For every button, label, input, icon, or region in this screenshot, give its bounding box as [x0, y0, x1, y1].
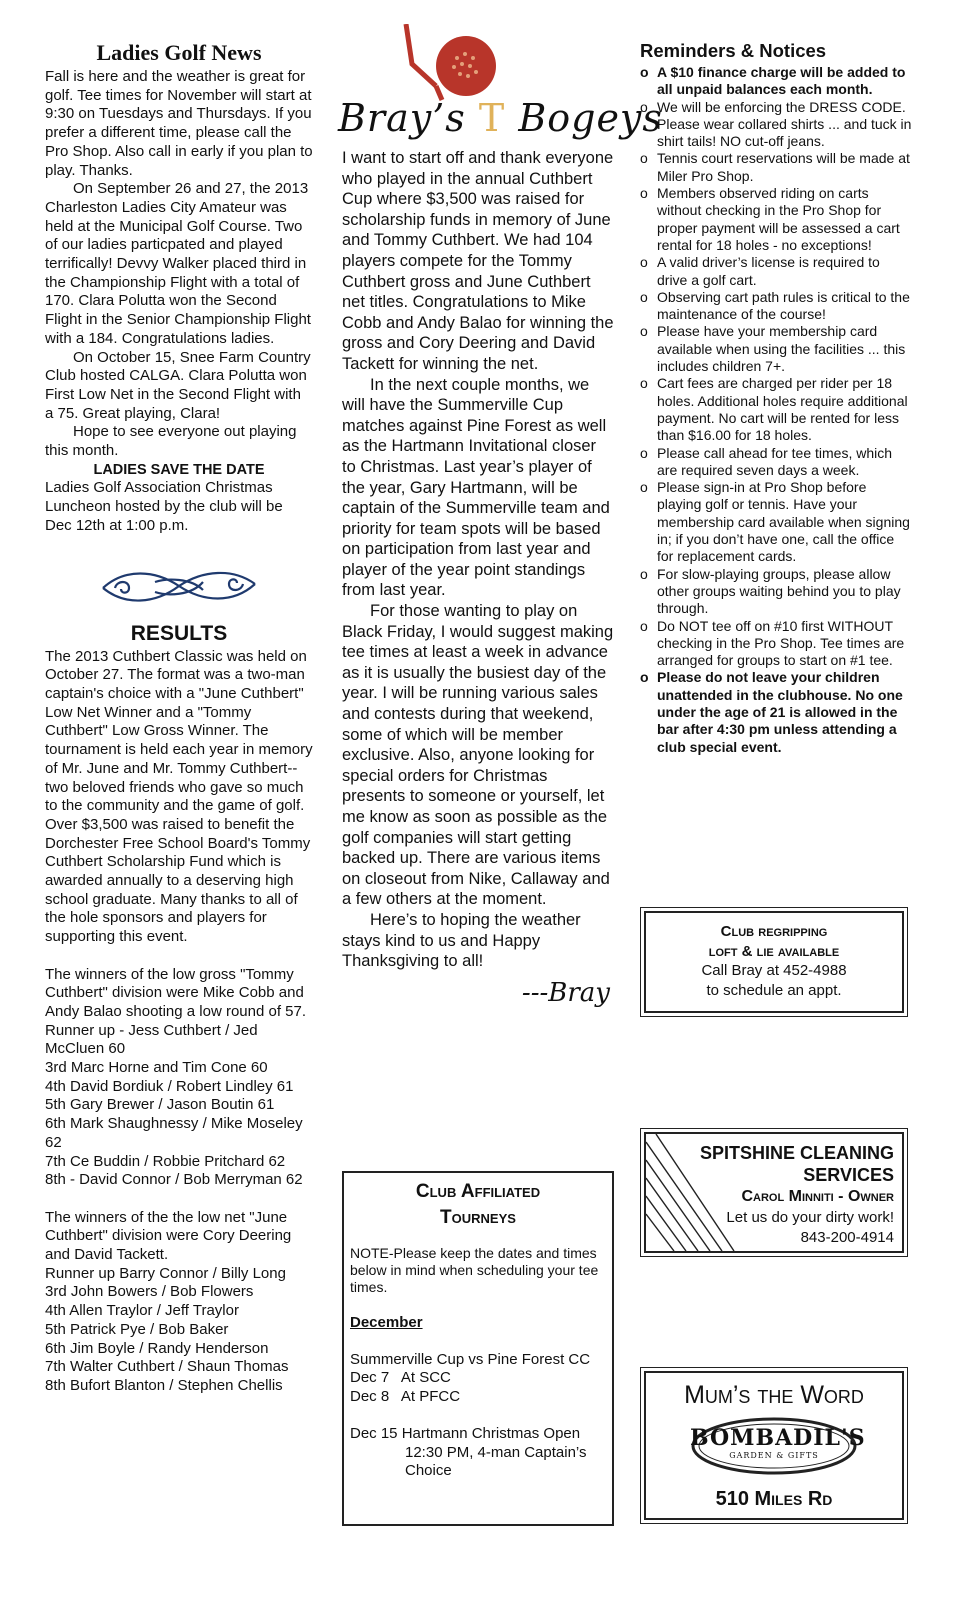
spitshine-tagline: Let us do your dirty work! — [726, 1209, 894, 1226]
list-item: 8th Bufort Blanton / Stephen Chellis — [45, 1376, 283, 1394]
reminders-column — [640, 0, 912, 756]
tourney-date: Dec 8 At PFCC — [350, 1388, 461, 1406]
list-item: 3rd Marc Horne and Tim Cone 60 — [45, 1059, 268, 1077]
golf-ball-on-tee-icon — [402, 24, 552, 104]
regrip-line — [646, 922, 902, 942]
bray-signoff: ---Bray — [521, 977, 610, 1008]
title-part: Bray’s — [338, 96, 479, 140]
list-item: 5th Gary Brewer / Jason Boutin 61 — [45, 1096, 275, 1114]
ladies-paragraph: On October 15, Snee Farm Country Club hosted CALGA. Clara Polutta won First Low Net in the Second Flight with a 75. Great playing, Clara! — [45, 348, 311, 422]
list-item: Runner up - Jess Cuthbert / Jed McCluen 60 — [45, 1021, 258, 1058]
list-item: 4th Allen Traylor / Jeff Traylor — [45, 1302, 239, 1320]
spitshine-owner: Carol Minniti - Owner — [741, 1188, 894, 1205]
bombadils-logo — [690, 1416, 866, 1476]
bogeys-paragraph: In the next couple months, we will have the Summerville Cup matches against Pine Forest as well as the Hartmann Invitational closer to Christmas. Last year’s player of the year, Gary Hartmann, will be captain of the Summerville team and priority for team spots will be based on participation from last year and player of the year point standings from last year. — [342, 375, 610, 600]
list-item: o Please sign-in at Pro Shop before playing golf or tennis. Have your membership card available when signing in; if you don’t have one, call the office for replacement cards. — [640, 479, 912, 565]
gross-winners-intro: The winners of the low gross "Tommy Cuthbert" division were Mike Cobb and Andy Balao shooting a low round of 57. — [45, 965, 307, 1020]
bombadils-subtitle: GARDEN & GIFTS — [729, 1451, 819, 1460]
results-title: RESULTS — [130, 621, 228, 645]
gross-results-list — [45, 1022, 313, 1190]
bogeys-paragraph: Here’s to hoping the weather stays kind to us and Happy Thanksgiving to all! — [342, 910, 581, 971]
list-item: o Cart fees are charged per rider per 18 holes. Additional holes require additional payment. No cart will be rented for less than $16.00 for 18 holes. — [640, 375, 912, 444]
spitshine-name: SPITSHINE CLEANING — [699, 1143, 894, 1163]
title-part: Bogeys — [505, 96, 663, 140]
net-winners-intro: The winners of the the low net "June Cuthbert" division were Cory Deering and David Tackett. — [45, 1208, 292, 1264]
scroll-flourish-icon — [95, 558, 263, 614]
list-item: o Tennis court reservations will be made at Miler Pro Shop. — [640, 150, 912, 185]
ladies-paragraph: Fall is here and the weather is great for golf. Tee times for November will start at 9:30 on Tuesdays and Thursdays. If you prefer a different time, please call the Pro Shop. Also call in early if you plan to play. Thanks. — [45, 68, 313, 179]
spitshine-ad — [640, 1128, 908, 1257]
list-item: o For slow-playing groups, please allow other groups waiting behind you to play through. — [640, 566, 912, 618]
list-item: 4th David Bordiuk / Robert Lindley 61 — [45, 1077, 294, 1095]
net-results-list — [45, 1265, 313, 1396]
tourneys-month: December — [350, 1314, 423, 1331]
regrip-note: to schedule an appt. — [706, 981, 842, 999]
list-item: o A valid driver’s license is required to drive a golf cart. — [640, 254, 912, 289]
list-item: 5th Patrick Pye / Bob Baker — [45, 1320, 229, 1338]
list-item: 6th Jim Boyle / Randy Henderson — [45, 1339, 269, 1357]
list-item: o A $10 finance charge will be added to all unpaid balances each month. — [640, 64, 912, 99]
reminders-title: Reminders & Notices — [640, 40, 827, 61]
spitshine-phone: 843-200-4914 — [800, 1229, 894, 1246]
list-item: o Please have your membership card available when using the facilities ... this includes children 7+. — [640, 323, 912, 375]
bogeys-paragraph: I want to start off and thank everyone who played in the annual Cuthbert Cup where $3,500 was raised for scholarship funds in memory of June and Tommy Cuthbert. We had 104 players compete for the Tommy Cuthbert gross and June Cuthbert net titles. Congratulations to Mike Cobb and Andy Balao for winning the gross and Cory Deering and David Tackett for winning the net. — [342, 149, 614, 373]
list-item: 7th Ce Buddin / Robbie Pritchard 62 — [45, 1152, 286, 1170]
brays-bogeys-title — [338, 96, 663, 140]
tourneys-title-line: Tourneys — [440, 1207, 516, 1228]
tourneys-note: NOTE-Please keep the dates and times below in mind when scheduling your tee times. — [350, 1245, 599, 1295]
golf-tee-glyph: T — [478, 96, 506, 140]
tourney-event-detail: 12:30 PM, 4-man Captain’s — [405, 1443, 587, 1461]
list-item: 7th Walter Cuthbert / Shaun Thomas — [45, 1358, 289, 1376]
regrip-heading: Club regripping — [720, 923, 828, 940]
club-tourneys-box — [342, 1171, 614, 1526]
ladies-golf-title: Ladies Golf News — [96, 40, 262, 65]
regripping-ad — [640, 907, 908, 1017]
tourney-event-detail: Choice — [405, 1462, 452, 1480]
list-item: 8th - David Connor / Bob Merryman 62 — [45, 1171, 303, 1189]
mums-title: Mum’s the Word — [684, 1381, 864, 1409]
mums-address: 510 Miles Rd — [715, 1488, 833, 1510]
results-intro: The 2013 Cuthbert Classic was held on October 27. The format was a two-man captain's choice with a "June Cuthbert" Low Net Winner and a "Tommy Cuthbert" Low Gross Winner. The tournament is held each year in memory of Mr. June and Mr. Tommy Cuthbert--two beloved friends who gave so much to the community and the game of golf. Over $3,500 was raised to benefit the Dorchester Free School Board's Tommy Cuthbert Scholarship Fund which is awarded annually to a deserving high school graduate. Many thanks to all of the hole sponsors and players for supporting this event. — [45, 647, 313, 946]
bogeys-paragraph: For those wanting to play on Black Friday, I would suggest making tee times at least a week in advance as it is usually the busiest day of the year. I will be running various sales and contests during that weekend, some of which will be member exclusive. Also, anyone looking for special orders for Christmas presents to someone or yourself, let me know as soon as possible as the golf companies will start getting backed up. There are various items on closeout from Nike, Callaway and a few others at the moment. — [342, 602, 614, 909]
ladies-paragraph: On September 26 and 27, the 2013 Charleston Ladies City Amateur was held at the Municipal Golf Course. Two of our ladies particpated and played terrifically! Devvy Walker placed third in the Championship Flight with a total of 170. Clara Polutta won the Second Flight in the Senior Championship Flight with a 184. Congratulations ladies. — [45, 180, 311, 347]
brays-bogeys-header — [338, 0, 663, 148]
tourneys-title-line: Club Affiliated — [415, 1181, 541, 1202]
tourney-event: Dec 15 Hartmann Christmas Open — [350, 1424, 581, 1442]
list-item: Runner up Barry Connor / Billy Long — [45, 1264, 286, 1282]
save-the-date-heading: LADIES SAVE THE DATE — [93, 461, 265, 478]
list-item: o Please do not leave your children unattended in the clubhouse. No one under the age of 21 is allowed in the bar after 4:30 pm unless attending a club special event. — [640, 669, 912, 755]
regrip-heading: loft & lie available — [708, 942, 840, 960]
ladies-golf-column — [45, 0, 313, 1396]
tourney-event: Summerville Cup vs Pine Forest CC — [350, 1350, 591, 1368]
list-item: o Please call ahead for tee times, which are required seven days a week. — [640, 445, 912, 480]
spitshine-name: SERVICES — [803, 1165, 894, 1185]
list-item: o We will be enforcing the DRESS CODE. Please wear collared shirts ... and tuck in shirt tails! NO cut-off jeans. — [640, 99, 912, 151]
mums-the-word-ad — [640, 1367, 908, 1524]
list-item: 3rd John Bowers / Bob Flowers — [45, 1283, 254, 1301]
bombadils-name: BOMBADIL'S — [690, 1425, 866, 1451]
list-item: o Observing cart path rules is critical to the maintenance of the course! — [640, 289, 912, 324]
spitshine-text — [700, 1142, 894, 1248]
regrip-line — [646, 942, 902, 962]
save-the-date-text: Ladies Golf Association Christmas Luncheon hosted by the club will be Dec 12th at 1:00 p.m. — [45, 479, 283, 534]
tourneys-title — [344, 1179, 612, 1231]
list-item: o Do NOT tee off on #10 first WITHOUT checking in the Pro Shop. Tee times are arranged for groups to start on #1 tee. — [640, 618, 912, 670]
brays-bogeys-column — [338, 0, 663, 1008]
tourney-date: Dec 7 At SCC — [350, 1369, 451, 1387]
reminders-list — [640, 64, 912, 756]
ladies-paragraph: Hope to see everyone out playing this month. — [45, 423, 297, 460]
list-item: o Members observed riding on carts without checking in the Pro Shop for proper payment will be assessed a cart rental for 18 holes - no exceptions! — [640, 185, 912, 254]
regrip-phone: Call Bray at 452-4988 — [701, 962, 847, 980]
list-item: 6th Mark Shaughnessy / Mike Moseley 62 — [45, 1115, 303, 1151]
